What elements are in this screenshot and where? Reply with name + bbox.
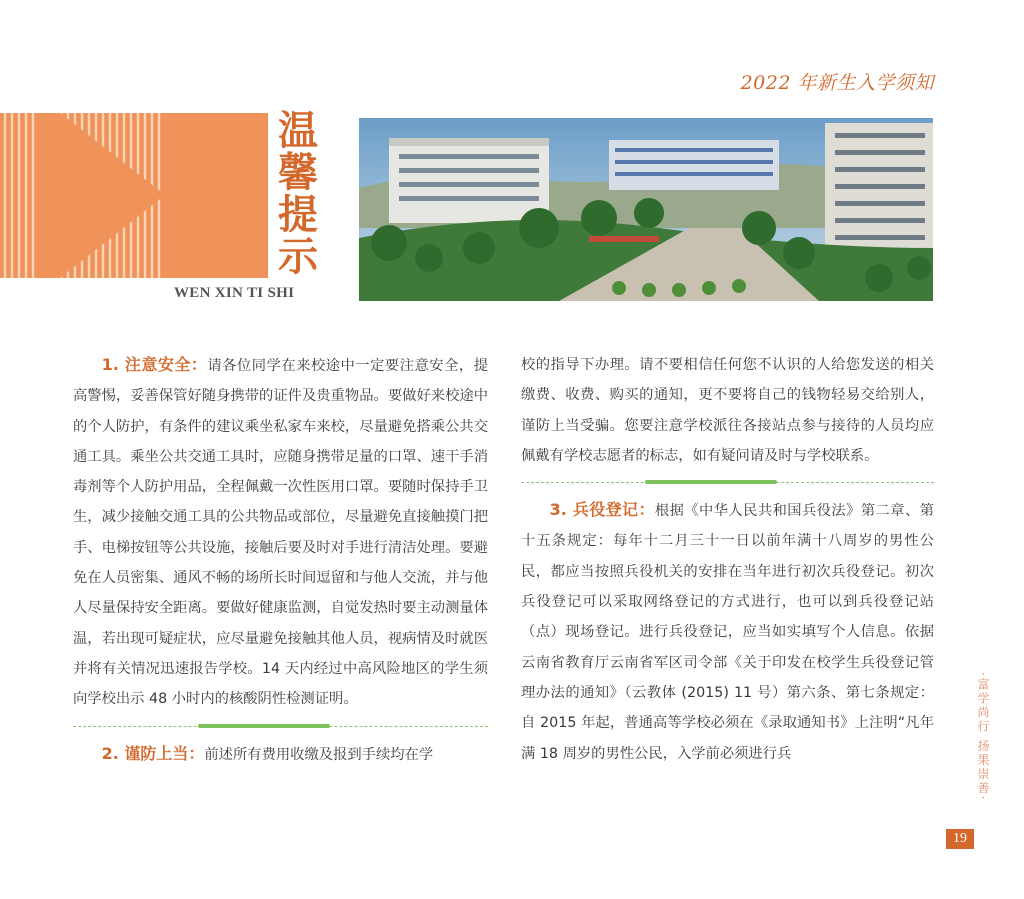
section-military-registration [521,495,934,769]
section-heading: 1. 注意安全： [101,355,208,374]
title-char-3: 提 [278,191,318,238]
page-title [274,107,322,280]
section-safety [73,350,488,715]
title-char-2: 馨 [278,149,318,196]
title-char-4: 示 [278,233,318,280]
title-char-1: 温 [278,107,318,154]
page-number: 19 [946,829,974,849]
title-pinyin: WEN XIN TI SHI [174,285,295,301]
section-fraud-warning [73,739,488,770]
text-column-right [521,350,934,769]
section-body: 根据《中华人民共和国兵役法》第二章、第十五条规定：每年十二月三十一日以前年满十八周岁的男性公民，都应当按照兵役机关的安排在当年进行初次兵役登记。初次兵役登记可以采取网络登记的方式进行，也可以到兵役登记站（点）现场登记。进行兵役登记，应当如实填写个人信息。依据云南省教育厅云南省军区司令部《关于印发在校学生兵役登记管理办法的通知》（云教体 (2015) 11 号）第六条、第七条规定：自 2015 年起，普通高等学校必须在《录取通知书》上注明“凡年满 18 周岁的男性公民，入学前必须进行兵 [521,503,934,762]
section-fraud-warning-continued: 校的指导下办理。请不要相信任何您不认识的人给您发送的相关缴费、收费、购买的通知，更不要将自己的钱物轻易交给别人，谨防上当受骗。您要注意学校派往各接站点参与接待的人员均应佩戴有学校志愿者的标志，如有疑问请及时与学校联系。 [521,357,934,464]
section-body: 请各位同学在来校途中一定要注意安全，提高警惕，妥善保管好随身携带的证件及贵重物品。要做好来校途中的个人防护，有条件的建议乘坐私家车来校，尽量避免搭乘公共交通工具。乘坐公共交通工具时，应随身携带足量的口罩、速干手消毒剂等个人防护用品，全程佩戴一次性医用口罩。要随时保持手卫生，减少接触交通工具的公共物品或部位，尽量避免直接触摸门把手、电梯按钮等公共设施，接触后要及时对手进行清洁处理。要避免在人员密集、通风不畅的场所长时间逗留和与他人交流，并与他人尽量保持安全距离。要做好健康监测，自觉发热时要主动测量体温，若出现可疑症状，应尽量避免接触其他人员，视病情及时就医并将有关情况迅速报告学校。14 天内经过中高风险地区的学生须向学校出示 48 小时内的核酸阴性检测证明。 [73,358,488,708]
section-body: 前述所有费用收缴及报到手续均在学 [204,746,434,763]
section-heading: 2. 谨防上当： [101,743,205,763]
text-column-left [73,350,488,770]
section-heading: 3. 兵役登记： [549,500,655,520]
section-divider [521,473,934,493]
section-divider [73,717,488,737]
school-motto: ·富学尚行 扬果崇善· [976,672,990,802]
header-title: 2022 年新生入学须知 [740,72,934,94]
decorative-banner [0,113,268,278]
campus-photo [359,118,933,301]
